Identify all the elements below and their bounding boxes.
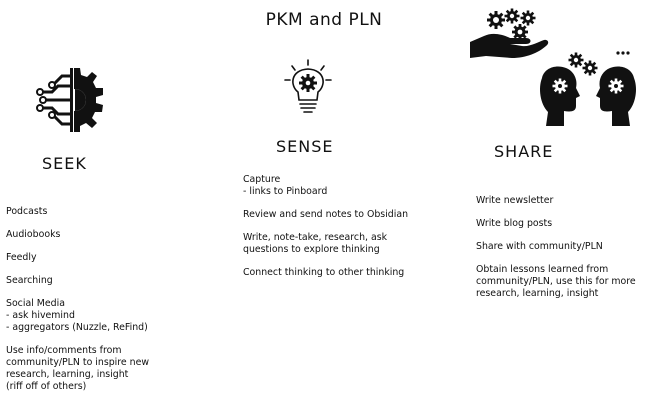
hand-gears-heads-icon bbox=[466, 8, 644, 138]
sense-list bbox=[243, 174, 443, 290]
list-item: Write, note-take, research, ask questions to explore thinking bbox=[243, 232, 388, 255]
seek-list bbox=[6, 206, 206, 404]
gear-circuit-head-icon bbox=[34, 62, 108, 136]
share-list bbox=[476, 195, 646, 311]
list-item: Obtain lessons learned from community/PLN, use this for more research, learning, insight bbox=[476, 264, 636, 299]
list-item: Podcasts bbox=[6, 206, 48, 217]
list-item: Capture - links to Pinboard bbox=[243, 174, 328, 197]
list-item: Share with community/PLN bbox=[476, 241, 603, 252]
share-heading: SHARE bbox=[494, 142, 554, 161]
list-item: Audiobooks bbox=[6, 229, 61, 240]
list-item: Use info/comments from community/PLN to inspire new research, learning, insight (riff off of others) bbox=[6, 345, 150, 392]
list-item: Connect thinking to other thinking bbox=[243, 267, 405, 278]
list-item: Searching bbox=[6, 275, 53, 286]
list-item: Feedly bbox=[6, 252, 37, 263]
list-item: Write blog posts bbox=[476, 218, 553, 229]
list-item: Write newsletter bbox=[476, 195, 554, 206]
lightbulb-gear-icon bbox=[282, 58, 334, 116]
list-item: Review and send notes to Obsidian bbox=[243, 209, 409, 220]
sense-heading: SENSE bbox=[276, 137, 334, 156]
list-item: Social Media - ask hivemind - aggregators (Nuzzle, ReFind) bbox=[6, 298, 148, 333]
page-title: PKM and PLN bbox=[265, 10, 383, 30]
seek-heading: SEEK bbox=[42, 154, 87, 173]
